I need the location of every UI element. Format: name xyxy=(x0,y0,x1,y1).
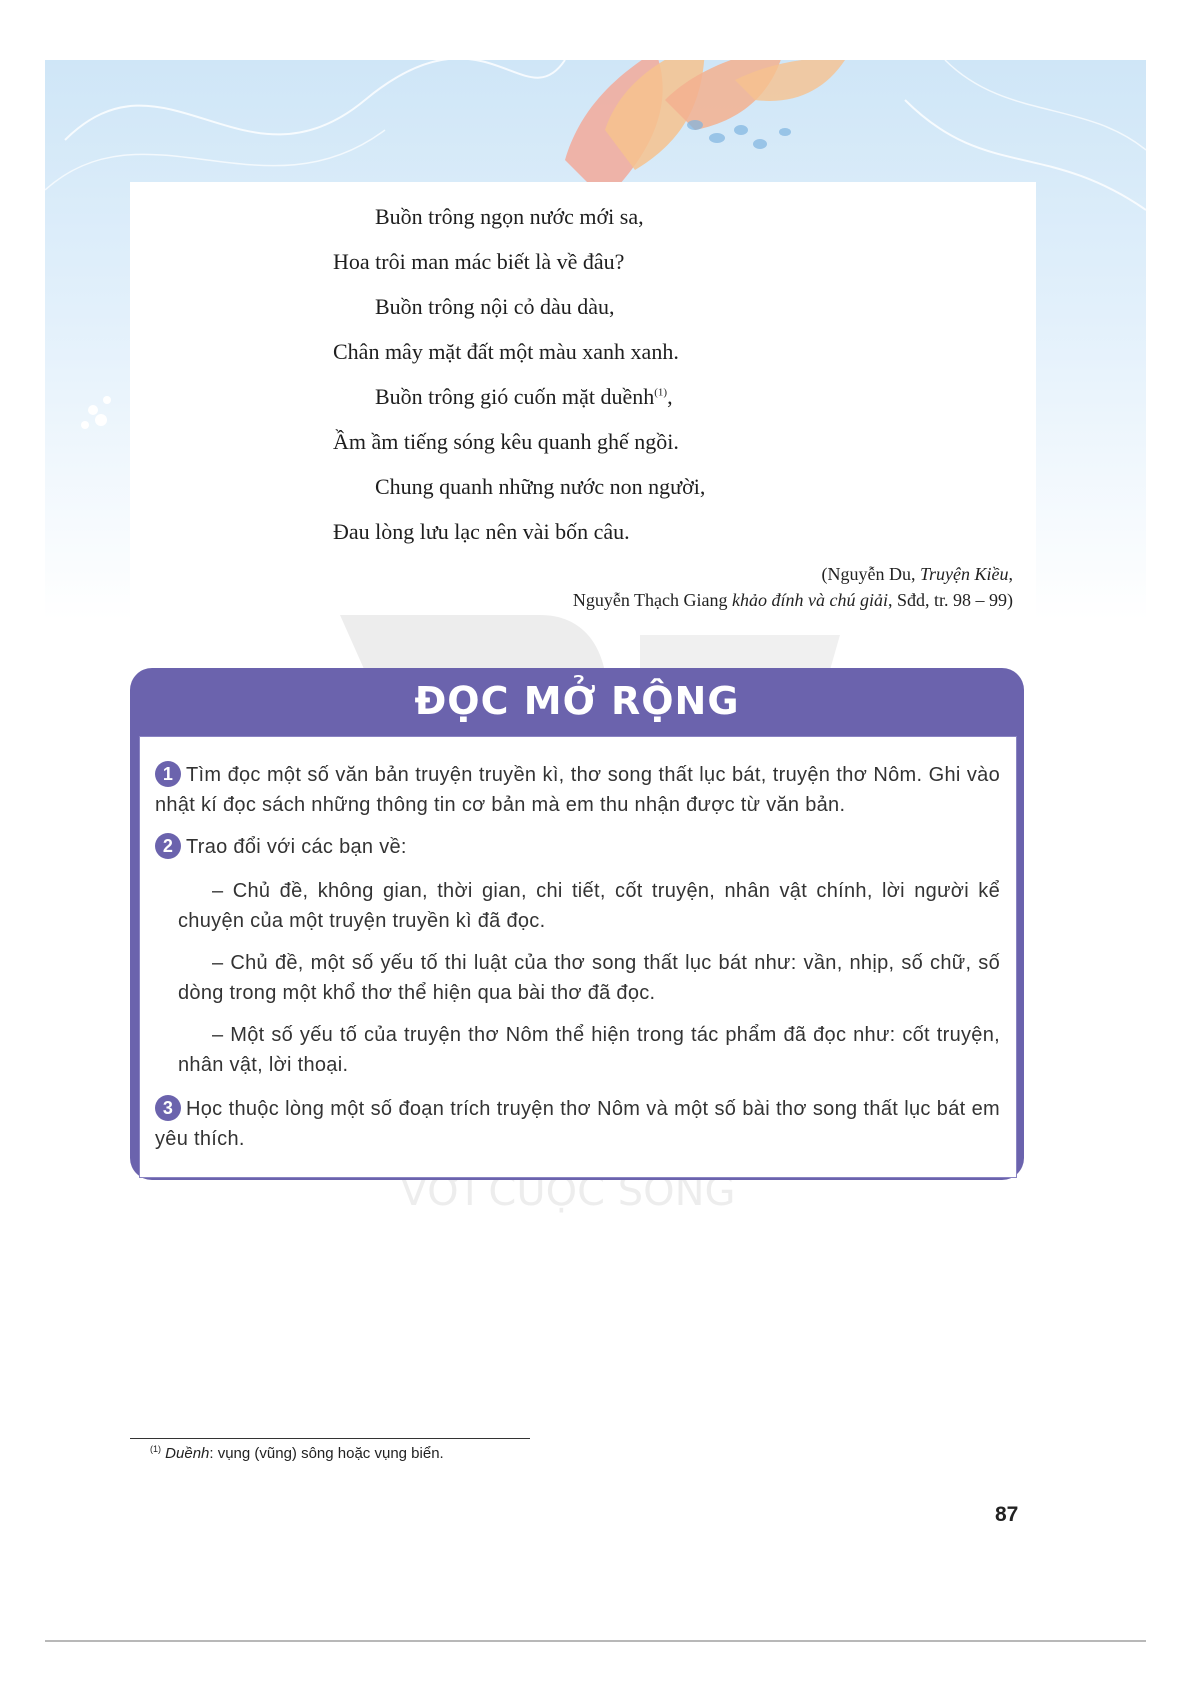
poem-line-5-end: , xyxy=(667,384,673,409)
page-number: 87 xyxy=(995,1503,1019,1526)
poem-line-5 xyxy=(375,384,673,410)
citation-author: (Nguyễn Du, xyxy=(821,564,920,584)
task-number-3: 3 xyxy=(155,1095,181,1121)
footnote xyxy=(150,1444,444,1462)
footnote-divider xyxy=(130,1438,530,1439)
discussion-point-1: – Chủ đề, không gian, thời gian, chi tiết, cốt truyện, nhân vật chính, lời người kể chuyện của một truyện truyền kì đã đọc. xyxy=(178,880,1000,932)
task-text-1: Tìm đọc một số văn bản truyện truyền kì, thơ song thất lục bát, truyện thơ Nôm. Ghi vào nhật kí đọc sách những thông tin cơ bản mà em thu nhận được từ văn bản. xyxy=(155,764,1000,816)
poem-line-6: Ầm ầm tiếng sóng kêu quanh ghế ngồi. xyxy=(333,429,679,454)
reading-task-3 xyxy=(155,1094,1000,1154)
discussion-point-2: – Chủ đề, một số yếu tố thi luật của thơ song thất lục bát như: vần, nhịp, số chữ, số dòng trong một khổ thơ thể hiện qua bài thơ đã đọc. xyxy=(178,952,1000,1004)
task-text-2: Trao đổi với các bạn về: xyxy=(186,836,407,858)
extended-reading-title: ĐỌC MỞ RỘNG xyxy=(414,679,740,723)
poem-line-4: Chân mây mặt đất một màu xanh xanh. xyxy=(333,339,679,364)
poem-line-5-text: Buồn trông gió cuốn mặt duềnh xyxy=(375,384,655,409)
footnote-number: (1) xyxy=(150,1444,161,1454)
task-number-1: 1 xyxy=(155,761,181,787)
reading-task-1 xyxy=(155,760,1000,820)
task-text-3: Học thuộc lòng một số đoạn trích truyện thơ Nôm và một số bài thơ song thất lục bát em yêu thích. xyxy=(155,1098,1000,1150)
footnote-term: Duềnh xyxy=(165,1445,210,1462)
bottom-divider xyxy=(45,1640,1146,1642)
discussion-point-3: – Một số yếu tố của truyện thơ Nôm thể hiện trong tác phẩm đã đọc như: cốt truyện, nhân vật, lời thoại. xyxy=(178,1024,1000,1076)
citation-source: , Sđd, tr. 98 – 99) xyxy=(887,590,1013,610)
footnote-marker: (1) xyxy=(654,386,668,399)
citation-title: Truyện Kiều xyxy=(920,564,1009,584)
footnote-definition: : vụng (vũng) sông hoặc vụng biển. xyxy=(209,1445,444,1462)
poem-line-1: Buồn trông ngọn nước mới sa, xyxy=(375,204,644,229)
task-number-2: 2 xyxy=(155,833,181,859)
citation-role: khảo đính và chú giải xyxy=(732,590,888,610)
watermark-text-line2: VỚI CUỘC SỐNG xyxy=(400,1169,736,1215)
citation-punct: , xyxy=(1008,564,1013,584)
reading-task-2 xyxy=(155,832,1000,862)
citation-line-1 xyxy=(822,564,1013,585)
poem-line-3: Buồn trông nội cỏ dàu dàu, xyxy=(375,294,615,319)
citation-editor: Nguyễn Thạch Giang xyxy=(572,590,732,610)
poem-line-7: Chung quanh những nước non người, xyxy=(375,474,706,499)
citation-line-2 xyxy=(573,590,1013,611)
poem-line-8: Đau lòng lưu lạc nên vài bốn câu. xyxy=(333,519,630,544)
poem-line-2: Hoa trôi man mác biết là về đâu? xyxy=(333,249,625,274)
